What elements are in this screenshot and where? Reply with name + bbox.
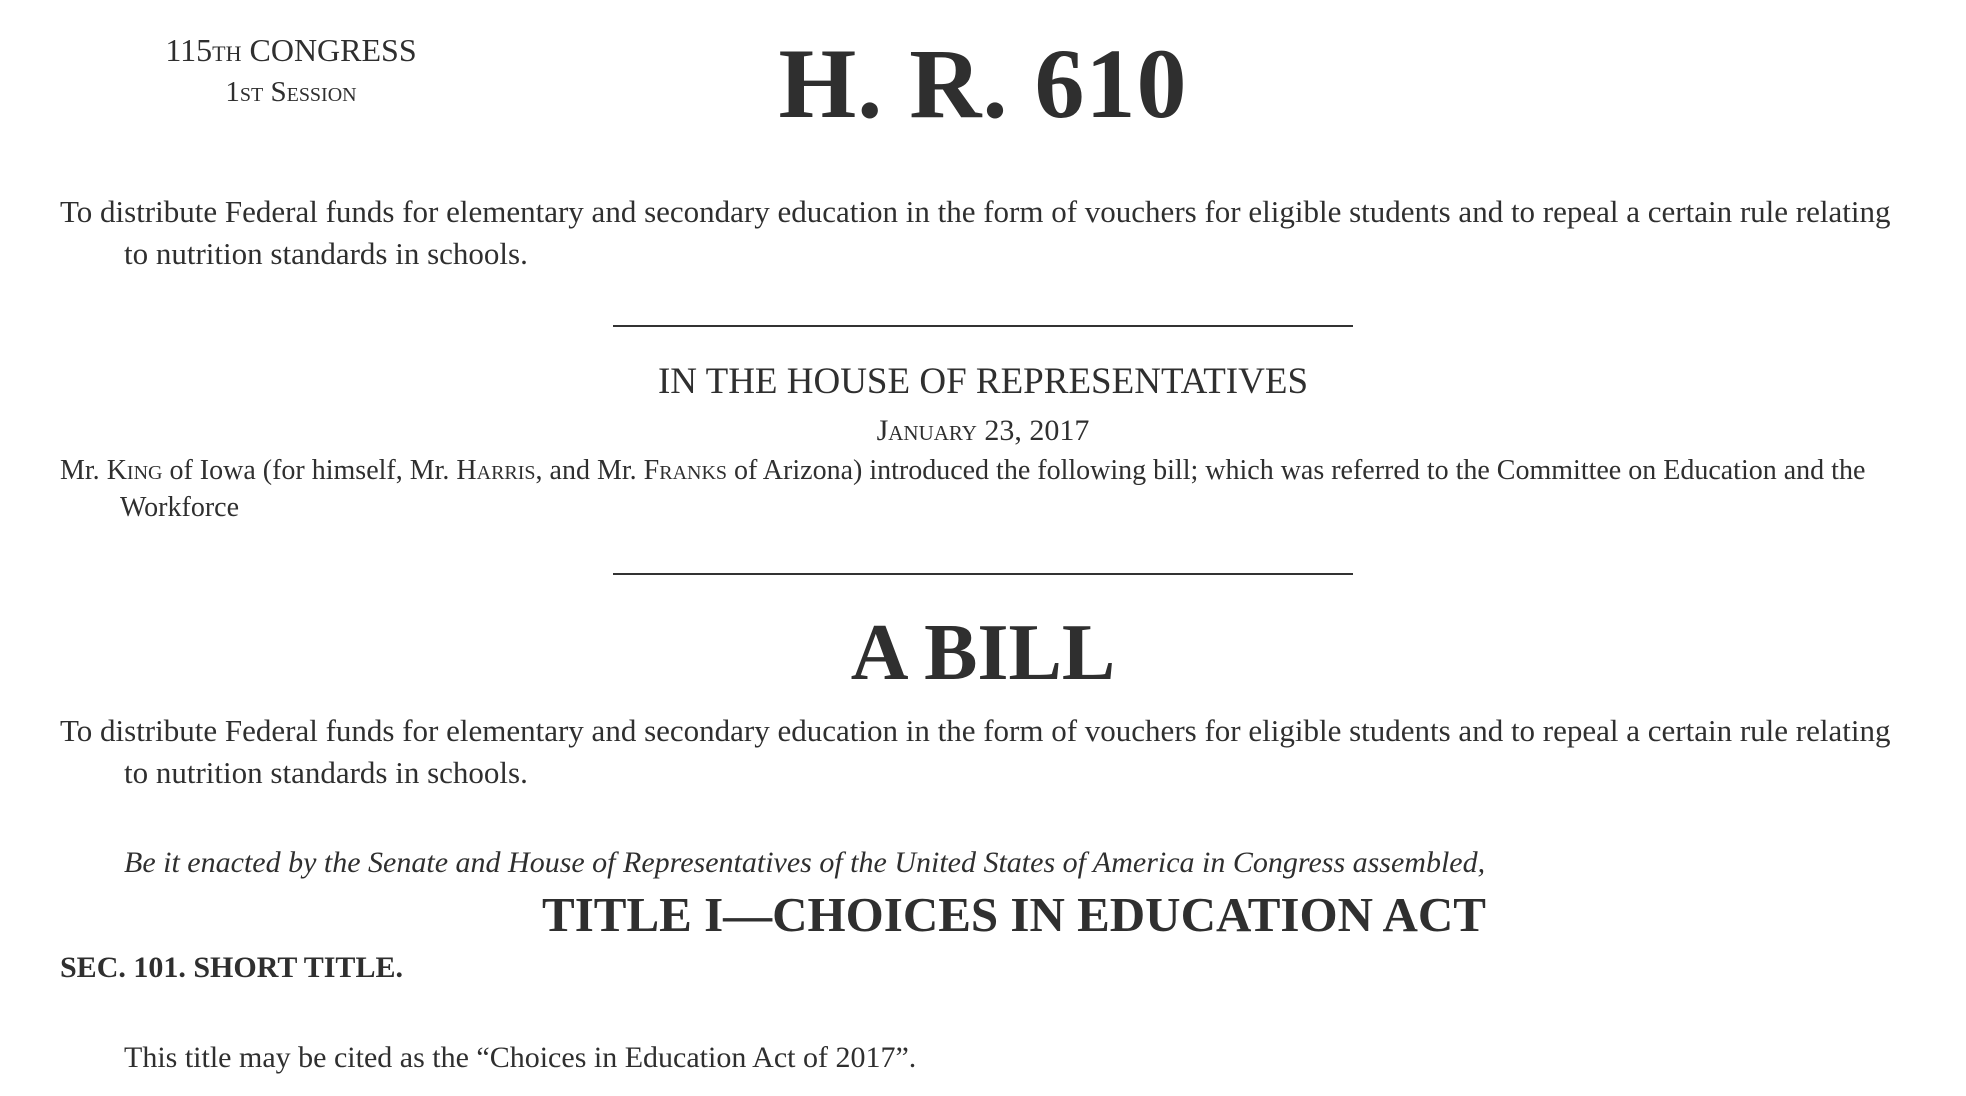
enacting-clause: Be it enacted by the Senate and House of Representatives of the United States of America in Congress assembled,: [124, 846, 1486, 879]
intro-text: of Arizona) introduced the following bill; which was referred to the Committee on Education and the Workforce: [120, 455, 1866, 523]
bill-purpose: To distribute Federal funds for elementary and secondary education in the form of vouchers for eligible students and to repeal a certain rule relating to nutrition standards in schools.: [60, 194, 1891, 271]
session-number: 1: [225, 76, 240, 108]
chamber-heading: IN THE HOUSE OF REPRESENTATIVES: [657, 361, 1309, 402]
bill-heading: A BILL: [850, 609, 1116, 697]
congress-suffix: th: [212, 32, 242, 68]
title-heading: TITLE I—CHOICES IN EDUCATION ACT: [542, 887, 1486, 942]
divider-rule: [613, 325, 1353, 327]
sponsor-name: King: [106, 455, 163, 486]
cosponsor-name: Harris: [456, 455, 536, 486]
congress-word: CONGRESS: [249, 32, 417, 68]
bill-purpose-repeat: To distribute Federal funds for elementary and secondary education in the form of vouchers for eligible students and to repeal a certain rule relating to nutrition standards in schools.: [60, 713, 1891, 790]
session-suffix: st: [239, 76, 264, 108]
intro-text: , and Mr.: [535, 455, 644, 486]
bill-number: H. R. 610: [778, 28, 1188, 139]
intro-text: Mr.: [60, 455, 107, 486]
introduction-date: January 23, 2017: [876, 414, 1090, 447]
intro-text: of Iowa (for himself, Mr.: [162, 455, 457, 486]
divider-rule: [613, 573, 1353, 575]
session-word: Session: [270, 76, 357, 108]
introduction-paragraph: [60, 452, 1920, 526]
cosponsor-name: Franks: [643, 455, 728, 486]
section-heading: SEC. 101. SHORT TITLE.: [60, 951, 403, 984]
section-text: This title may be cited as the “Choices in Education Act of 2017”.: [124, 1041, 917, 1074]
congress-number: 115: [165, 32, 213, 68]
